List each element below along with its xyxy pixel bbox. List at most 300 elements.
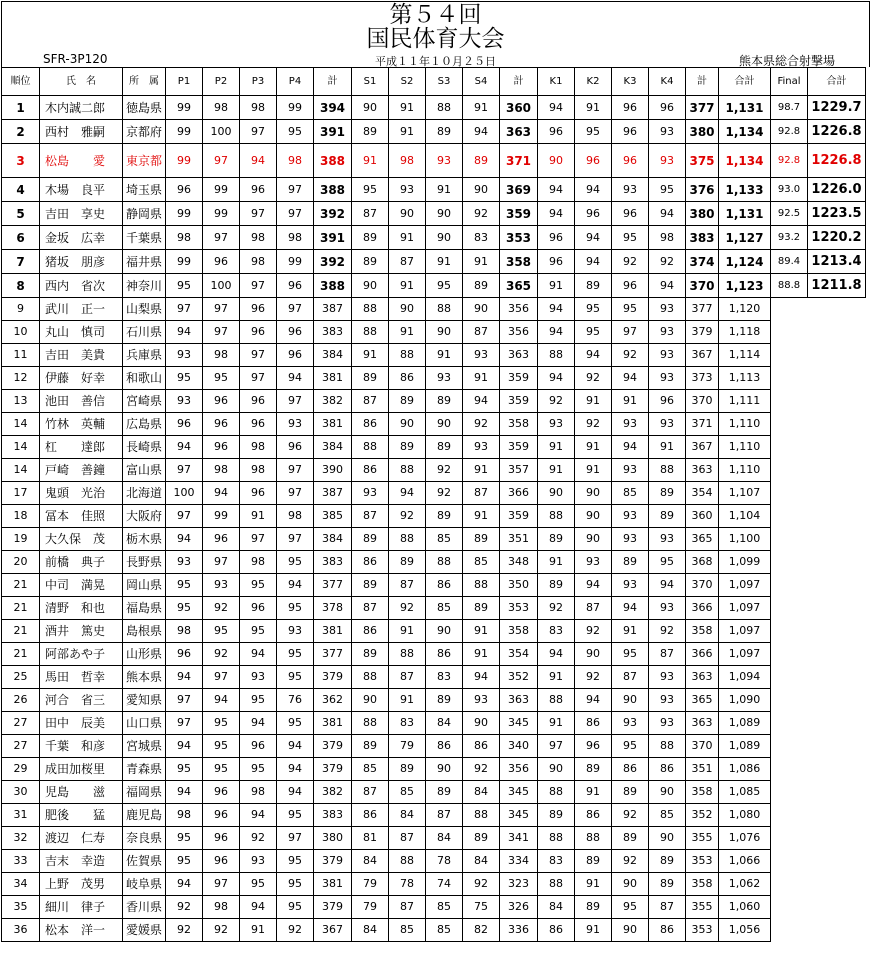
total-cell: 1,124	[719, 250, 771, 274]
standing-score-cell: 83	[463, 226, 500, 250]
prone-score-cell: 98	[203, 459, 240, 482]
standing-score-cell: 86	[389, 367, 426, 390]
standing-score-cell: 91	[463, 505, 500, 528]
empty-cell	[771, 735, 808, 758]
prone-score-cell: 94	[240, 804, 277, 827]
standing-score-cell: 91	[389, 274, 426, 298]
prone-score-cell: 96	[240, 482, 277, 505]
standing-score-cell: 88	[389, 459, 426, 482]
standing-score-cell: 83	[426, 666, 463, 689]
prone-sum-cell: 379	[314, 735, 352, 758]
standing-sum-cell: 359	[500, 505, 538, 528]
kneeling-score-cell: 88	[575, 827, 612, 850]
column-header-final: Final	[771, 68, 808, 96]
athlete-name-cell: 戸崎 善鐘	[40, 459, 123, 482]
empty-cell	[808, 390, 866, 413]
standing-score-cell: 91	[463, 96, 500, 120]
kneeling-score-cell: 94	[575, 344, 612, 367]
total-cell: 1,097	[719, 574, 771, 597]
kneeling-score-cell: 94	[575, 226, 612, 250]
standing-score-cell: 89	[389, 551, 426, 574]
kneeling-score-cell: 89	[538, 804, 575, 827]
prone-sum-cell: 362	[314, 689, 352, 712]
table-row	[2, 528, 866, 551]
athlete-name-cell: 松島 愛	[40, 144, 123, 178]
prone-score-cell: 96	[203, 804, 240, 827]
empty-cell	[808, 344, 866, 367]
standing-score-cell: 93	[389, 178, 426, 202]
standing-score-cell: 89	[463, 528, 500, 551]
kneeling-score-cell: 93	[538, 413, 575, 436]
total-cell: 1,062	[719, 873, 771, 896]
kneeling-sum-cell: 383	[686, 226, 719, 250]
empty-cell	[808, 505, 866, 528]
column-header-standing-sum: 計	[500, 68, 538, 96]
standing-sum-cell: 358	[500, 413, 538, 436]
rank-cell: 13	[2, 390, 40, 413]
rank-cell: 25	[2, 666, 40, 689]
prone-sum-cell: 391	[314, 120, 352, 144]
prone-score-cell: 99	[277, 96, 314, 120]
prone-sum-cell: 388	[314, 178, 352, 202]
prone-sum-cell: 380	[314, 827, 352, 850]
rank-cell: 9	[2, 298, 40, 321]
prone-sum-cell: 383	[314, 804, 352, 827]
total-cell: 1,076	[719, 827, 771, 850]
prefecture-cell: 香川県	[123, 896, 166, 919]
standing-score-cell: 94	[463, 390, 500, 413]
total-cell: 1,120	[719, 298, 771, 321]
prefecture-cell: 島根県	[123, 620, 166, 643]
kneeling-score-cell: 96	[649, 96, 686, 120]
empty-cell	[771, 298, 808, 321]
standing-sum-cell: 363	[500, 120, 538, 144]
standing-sum-cell: 359	[500, 367, 538, 390]
prone-score-cell: 95	[203, 367, 240, 390]
prone-score-cell: 98	[277, 226, 314, 250]
athlete-name-cell: 冨本 佳照	[40, 505, 123, 528]
standing-score-cell: 85	[426, 919, 463, 942]
prefecture-cell: 長崎県	[123, 436, 166, 459]
kneeling-score-cell: 90	[612, 873, 649, 896]
standing-sum-cell: 345	[500, 804, 538, 827]
prefecture-cell: 鹿児島	[123, 804, 166, 827]
empty-cell	[808, 919, 866, 942]
standing-score-cell: 86	[426, 735, 463, 758]
empty-cell	[808, 436, 866, 459]
finalist-row	[2, 144, 866, 178]
kneeling-score-cell: 86	[649, 758, 686, 781]
standing-score-cell: 88	[389, 643, 426, 666]
kneeling-score-cell: 88	[538, 505, 575, 528]
prefecture-cell: 東京都	[123, 144, 166, 178]
athlete-name-cell: 松本 洋一	[40, 919, 123, 942]
empty-cell	[808, 528, 866, 551]
kneeling-score-cell: 91	[575, 919, 612, 942]
prone-score-cell: 92	[166, 919, 203, 942]
kneeling-score-cell: 93	[649, 120, 686, 144]
table-row	[2, 735, 866, 758]
standing-score-cell: 85	[426, 896, 463, 919]
total-cell: 1,107	[719, 482, 771, 505]
prone-score-cell: 93	[166, 390, 203, 413]
grand-total-cell: 1226.8	[808, 144, 866, 178]
prone-score-cell: 95	[203, 620, 240, 643]
kneeling-score-cell: 90	[612, 919, 649, 942]
finalist-row	[2, 250, 866, 274]
prefecture-cell: 愛媛県	[123, 919, 166, 942]
kneeling-sum-cell: 367	[686, 344, 719, 367]
prone-score-cell: 95	[277, 896, 314, 919]
kneeling-sum-cell: 363	[686, 459, 719, 482]
standing-score-cell: 89	[389, 436, 426, 459]
empty-cell	[808, 735, 866, 758]
prone-score-cell: 94	[240, 712, 277, 735]
standing-score-cell: 87	[463, 321, 500, 344]
prone-score-cell: 95	[277, 597, 314, 620]
total-cell: 1,113	[719, 367, 771, 390]
kneeling-score-cell: 92	[612, 250, 649, 274]
kneeling-score-cell: 92	[649, 620, 686, 643]
total-cell: 1,127	[719, 226, 771, 250]
kneeling-score-cell: 93	[612, 178, 649, 202]
prone-score-cell: 95	[166, 574, 203, 597]
total-cell: 1,134	[719, 144, 771, 178]
standing-score-cell: 91	[389, 226, 426, 250]
standing-score-cell: 87	[389, 827, 426, 850]
empty-cell	[771, 551, 808, 574]
rank-cell: 14	[2, 459, 40, 482]
total-cell: 1,085	[719, 781, 771, 804]
kneeling-score-cell: 93	[612, 574, 649, 597]
kneeling-score-cell: 93	[649, 666, 686, 689]
table-row	[2, 620, 866, 643]
kneeling-score-cell: 95	[575, 321, 612, 344]
prone-score-cell: 95	[166, 597, 203, 620]
empty-cell	[808, 298, 866, 321]
standing-score-cell: 91	[463, 367, 500, 390]
athlete-name-cell: 丸山 慎司	[40, 321, 123, 344]
table-row	[2, 344, 866, 367]
final-score-cell: 93.0	[771, 178, 808, 202]
prefecture-cell: 北海道	[123, 482, 166, 505]
prone-sum-cell: 387	[314, 298, 352, 321]
kneeling-score-cell: 93	[612, 505, 649, 528]
athlete-name-cell: 武川 正一	[40, 298, 123, 321]
standing-score-cell: 88	[352, 298, 389, 321]
standing-score-cell: 91	[352, 344, 389, 367]
prone-sum-cell: 394	[314, 96, 352, 120]
standing-score-cell: 91	[426, 344, 463, 367]
prone-score-cell: 97	[203, 666, 240, 689]
kneeling-score-cell: 89	[612, 551, 649, 574]
standing-score-cell: 89	[463, 274, 500, 298]
athlete-name-cell: 児島 滋	[40, 781, 123, 804]
total-cell: 1,114	[719, 344, 771, 367]
standing-score-cell: 92	[463, 202, 500, 226]
kneeling-sum-cell: 351	[686, 758, 719, 781]
empty-cell	[771, 689, 808, 712]
prone-score-cell: 94	[166, 781, 203, 804]
prone-score-cell: 97	[277, 390, 314, 413]
standing-score-cell: 84	[389, 804, 426, 827]
prefecture-cell: 大阪府	[123, 505, 166, 528]
event-code: SFR-3P120	[43, 52, 108, 66]
prone-score-cell: 94	[277, 367, 314, 390]
standing-sum-cell: 363	[500, 344, 538, 367]
rank-cell: 29	[2, 758, 40, 781]
prone-score-cell: 96	[277, 344, 314, 367]
standing-score-cell: 87	[352, 597, 389, 620]
prone-score-cell: 94	[166, 666, 203, 689]
prone-score-cell: 100	[166, 482, 203, 505]
kneeling-score-cell: 97	[538, 735, 575, 758]
empty-cell	[771, 620, 808, 643]
kneeling-sum-cell: 365	[686, 689, 719, 712]
standing-score-cell: 92	[426, 482, 463, 505]
total-cell: 1,100	[719, 528, 771, 551]
prone-score-cell: 92	[240, 827, 277, 850]
standing-score-cell: 89	[426, 781, 463, 804]
table-row	[2, 390, 866, 413]
prone-score-cell: 99	[203, 202, 240, 226]
prone-score-cell: 95	[277, 873, 314, 896]
standing-score-cell: 89	[352, 120, 389, 144]
kneeling-score-cell: 95	[575, 298, 612, 321]
prefecture-cell: 山口県	[123, 712, 166, 735]
kneeling-score-cell: 88	[538, 781, 575, 804]
kneeling-score-cell: 92	[612, 850, 649, 873]
kneeling-score-cell: 93	[649, 712, 686, 735]
prone-score-cell: 95	[240, 758, 277, 781]
prefecture-cell: 京都府	[123, 120, 166, 144]
standing-score-cell: 88	[426, 551, 463, 574]
empty-cell	[771, 896, 808, 919]
meet-date: 平成１１年１０月２５日	[375, 55, 496, 68]
kneeling-score-cell: 88	[538, 827, 575, 850]
standing-score-cell: 89	[463, 827, 500, 850]
column-header-p2: P2	[203, 68, 240, 96]
standing-score-cell: 91	[389, 321, 426, 344]
prone-score-cell: 97	[277, 459, 314, 482]
empty-cell	[808, 758, 866, 781]
standing-score-cell: 88	[352, 436, 389, 459]
kneeling-score-cell: 96	[538, 250, 575, 274]
kneeling-score-cell: 95	[612, 735, 649, 758]
prone-sum-cell: 388	[314, 274, 352, 298]
standing-score-cell: 88	[463, 574, 500, 597]
kneeling-score-cell: 94	[649, 274, 686, 298]
standing-score-cell: 89	[352, 574, 389, 597]
grand-total-cell: 1226.0	[808, 178, 866, 202]
prone-score-cell: 94	[277, 758, 314, 781]
empty-cell	[808, 574, 866, 597]
kneeling-score-cell: 96	[612, 144, 649, 178]
prone-sum-cell: 391	[314, 226, 352, 250]
kneeling-sum-cell: 354	[686, 482, 719, 505]
prone-score-cell: 95	[277, 643, 314, 666]
kneeling-score-cell: 94	[612, 367, 649, 390]
standing-score-cell: 88	[352, 321, 389, 344]
column-header-name: 氏 名	[40, 68, 123, 96]
kneeling-score-cell: 93	[612, 459, 649, 482]
prone-sum-cell: 384	[314, 528, 352, 551]
kneeling-score-cell: 92	[575, 620, 612, 643]
standing-score-cell: 84	[426, 827, 463, 850]
prone-score-cell: 95	[277, 120, 314, 144]
kneeling-score-cell: 87	[612, 666, 649, 689]
kneeling-score-cell: 91	[538, 666, 575, 689]
table-row	[2, 919, 866, 942]
prone-score-cell: 97	[277, 482, 314, 505]
column-header-s4: S4	[463, 68, 500, 96]
prefecture-cell: 愛知県	[123, 689, 166, 712]
prone-score-cell: 95	[240, 620, 277, 643]
prone-sum-cell: 379	[314, 758, 352, 781]
prone-sum-cell: 381	[314, 413, 352, 436]
prone-score-cell: 96	[166, 643, 203, 666]
prone-score-cell: 97	[203, 298, 240, 321]
standing-score-cell: 92	[426, 459, 463, 482]
prone-score-cell: 97	[277, 827, 314, 850]
kneeling-score-cell: 89	[575, 274, 612, 298]
empty-cell	[771, 436, 808, 459]
standing-score-cell: 90	[426, 758, 463, 781]
standing-score-cell: 90	[426, 321, 463, 344]
prone-score-cell: 92	[277, 919, 314, 942]
standing-sum-cell: 345	[500, 712, 538, 735]
prone-score-cell: 96	[277, 274, 314, 298]
column-header-kneeling-sum: 計	[686, 68, 719, 96]
empty-cell	[808, 321, 866, 344]
column-header-total: 合計	[719, 68, 771, 96]
total-cell: 1,110	[719, 436, 771, 459]
prefecture-cell: 岡山県	[123, 574, 166, 597]
total-cell: 1,110	[719, 459, 771, 482]
prone-score-cell: 98	[240, 459, 277, 482]
kneeling-score-cell: 94	[575, 574, 612, 597]
results-table	[1, 67, 866, 942]
rank-cell: 19	[2, 528, 40, 551]
standing-score-cell: 92	[389, 597, 426, 620]
prone-sum-cell: 387	[314, 482, 352, 505]
prone-score-cell: 99	[166, 250, 203, 274]
standing-score-cell: 89	[352, 643, 389, 666]
prone-score-cell: 97	[240, 274, 277, 298]
standing-score-cell: 84	[352, 850, 389, 873]
standing-score-cell: 91	[463, 250, 500, 274]
final-score-cell: 98.7	[771, 96, 808, 120]
prefecture-cell: 宮城県	[123, 735, 166, 758]
kneeling-sum-cell: 363	[686, 666, 719, 689]
kneeling-score-cell: 88	[538, 873, 575, 896]
prone-score-cell: 98	[240, 96, 277, 120]
athlete-name-cell: 池田 善信	[40, 390, 123, 413]
athlete-name-cell: 木内誠二郎	[40, 96, 123, 120]
prone-score-cell: 96	[277, 436, 314, 459]
prone-score-cell: 96	[203, 250, 240, 274]
athlete-name-cell: 吉末 幸造	[40, 850, 123, 873]
kneeling-score-cell: 91	[538, 551, 575, 574]
empty-cell	[808, 367, 866, 390]
kneeling-sum-cell: 376	[686, 178, 719, 202]
total-cell: 1,080	[719, 804, 771, 827]
prone-score-cell: 98	[203, 96, 240, 120]
empty-cell	[771, 804, 808, 827]
kneeling-score-cell: 90	[612, 689, 649, 712]
standing-score-cell: 89	[389, 758, 426, 781]
standing-sum-cell: 356	[500, 321, 538, 344]
total-cell: 1,097	[719, 620, 771, 643]
prone-score-cell: 94	[277, 574, 314, 597]
rank-cell: 3	[2, 144, 40, 178]
kneeling-score-cell: 88	[538, 344, 575, 367]
standing-score-cell: 89	[463, 597, 500, 620]
table-row	[2, 689, 866, 712]
total-cell: 1,097	[719, 643, 771, 666]
kneeling-score-cell: 87	[649, 643, 686, 666]
standing-score-cell: 90	[463, 178, 500, 202]
prone-score-cell: 98	[203, 896, 240, 919]
final-score-cell: 89.4	[771, 250, 808, 274]
prefecture-cell: 徳島県	[123, 96, 166, 120]
empty-cell	[808, 643, 866, 666]
empty-cell	[808, 873, 866, 896]
kneeling-score-cell: 94	[538, 178, 575, 202]
standing-score-cell: 86	[352, 459, 389, 482]
prone-score-cell: 93	[203, 574, 240, 597]
prone-sum-cell: 367	[314, 919, 352, 942]
prone-score-cell: 98	[240, 226, 277, 250]
column-header-k3: K3	[612, 68, 649, 96]
standing-score-cell: 88	[389, 528, 426, 551]
prone-sum-cell: 377	[314, 574, 352, 597]
total-cell: 1,123	[719, 274, 771, 298]
standing-score-cell: 89	[352, 250, 389, 274]
standing-score-cell: 83	[389, 712, 426, 735]
prone-sum-cell: 379	[314, 896, 352, 919]
prone-score-cell: 94	[166, 321, 203, 344]
kneeling-score-cell: 89	[575, 758, 612, 781]
rank-cell: 8	[2, 274, 40, 298]
prone-score-cell: 95	[277, 666, 314, 689]
prone-score-cell: 92	[203, 919, 240, 942]
finalist-row	[2, 96, 866, 120]
column-header-row	[2, 68, 866, 96]
kneeling-sum-cell: 377	[686, 298, 719, 321]
table-row	[2, 896, 866, 919]
empty-cell	[771, 666, 808, 689]
kneeling-score-cell: 86	[612, 758, 649, 781]
prone-score-cell: 98	[166, 620, 203, 643]
empty-cell	[771, 390, 808, 413]
prone-sum-cell: 381	[314, 712, 352, 735]
report-header	[1, 1, 870, 67]
kneeling-score-cell: 92	[649, 250, 686, 274]
kneeling-score-cell: 93	[575, 551, 612, 574]
kneeling-score-cell: 91	[538, 436, 575, 459]
grand-total-cell: 1226.8	[808, 120, 866, 144]
standing-score-cell: 92	[463, 413, 500, 436]
table-row	[2, 551, 866, 574]
kneeling-score-cell: 91	[538, 274, 575, 298]
table-row	[2, 804, 866, 827]
total-cell: 1,089	[719, 712, 771, 735]
prefecture-cell: 千葉県	[123, 226, 166, 250]
standing-score-cell: 91	[463, 643, 500, 666]
prone-score-cell: 94	[203, 689, 240, 712]
standing-score-cell: 88	[352, 712, 389, 735]
